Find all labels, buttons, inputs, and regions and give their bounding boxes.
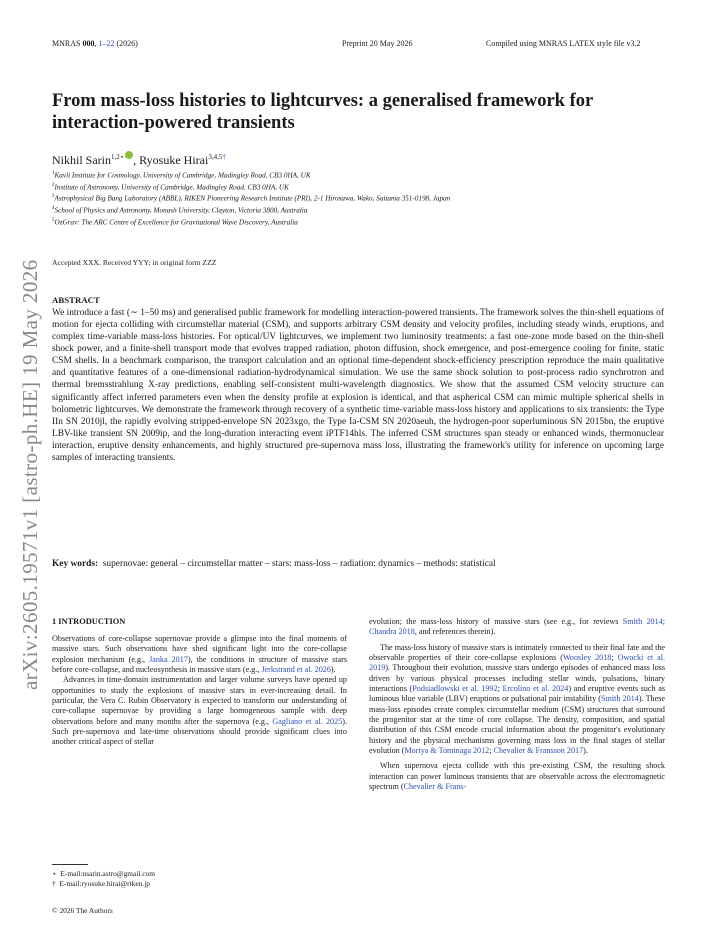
paragraph-text: ). Throughout their evolution, massive stars undergo episodes of enhanced mass loss driven by various physical processes including stellar winds, pulsations, binary interactions ( xyxy=(369,663,665,694)
affiliations xyxy=(52,169,450,227)
column-right xyxy=(369,617,665,793)
paragraph xyxy=(52,634,347,675)
footnote: ⋆ E-mail:nsarin.astro@gmail.com xyxy=(52,869,155,878)
paragraph xyxy=(52,675,347,747)
author-affil-marker: 3,4,5 xyxy=(208,153,223,161)
paragraph-text: evolution; the mass-loss history of massive stars (see e.g., for reviews xyxy=(369,617,623,626)
keywords xyxy=(52,559,496,569)
footnote-rule xyxy=(52,864,88,865)
paragraph-text: ; xyxy=(497,684,503,694)
paragraph-text: ; xyxy=(611,653,618,663)
orcid-icon[interactable] xyxy=(125,151,133,159)
paragraph-text: ). xyxy=(330,665,336,675)
citation-link[interactable]: Podsiadlowski et al. 1992 xyxy=(412,684,498,694)
citation-link[interactable]: Jerkstrand et al. 2026 xyxy=(261,665,331,675)
paragraph xyxy=(369,761,665,792)
column-left xyxy=(52,634,347,748)
footnote: † E-mail:ryosuke.hirai@riken.jp xyxy=(52,879,150,889)
affiliation: $^2$Institute of Astronomy, University of Cambridge, Madingley Road, CB3 0HA, UK xyxy=(52,182,289,192)
paragraph-text: ) and eruptive events such as luminous blue variable (LBV) eruptions or pulsational pair instability ( xyxy=(369,684,665,704)
author-list: Nikhil Sarin$^{1,2⋆}$ , Ryosuke Hirai$^{3,4,5\dagger}$ xyxy=(52,153,226,167)
citation-link[interactable]: Owocki et al. 2019 xyxy=(369,653,666,673)
paragraph-text: ; xyxy=(489,746,494,756)
paragraph-text: ). xyxy=(583,746,588,756)
paragraph xyxy=(369,643,665,757)
paragraph-text: ), the conditions in structure of massive stars before core-collapse, and nucleosynthesis in massive stars (e.g., xyxy=(52,654,347,675)
abstract-text: We introduce a fast (∼ 1–50 ms) and generalised public framework for modelling interaction-powered transients. The framework solves the thin-shell equations of motion for ejecta colliding with circumstellar material (CSM), and supports arbitrary CSM density and velocity profiles, including steady winds, eruptions, and complex time-variable mass-loss histories. For optical/UV lightcurves, we implement two luminosity treatments: a fast one-zone mode based on the thin-shell shock power, and a finite-shell transport mode that evolves trapped radiation, photon diffusion, shock emergence, and post-emergence cooling for finite, static CSM shells. In a benchmark comparison, the transport calculation and an optional time-dependent shock-efficiency prescription reproduce the main qualitative and quantitative features of a one-dimensional radiation-hydrodynamical simulation. We use the same shock solution to post-process radio synchrotron and thermal bremsstrahlung X-ray predictions, enabling self-consistent multi-wavelength diagnostics. We show that the assumed CSM velocity structure can significantly affect inferred parameters even when the density profile at explosion is identical, and that aspherical CSM can mimic multiple spherical shells in bolometric lightcurves. We demonstrate the framework through recovery of a synthetic time-variable mass-loss history and applications to six transients: the Type IIn SN 2010jl, the rapidly evolving stripped-envelope SN 2023xgo, the Type Ia-CSM SN 2020aeuh, the hydrogen-poor superluminous SN 2015bn, the eruptive LBV-like transient SN 2009ip, and the long-duration interacting event iPTF14hls. The inferred CSM structures span steady or enhanced winds, thermonuclear interaction, eruptive density enhancements, and highly structured pre-supernova mass loss, illustrating the framework's utility for inference on upcoming large samples of interacting transients. xyxy=(52,308,664,463)
paragraph-text: ; xyxy=(662,617,665,626)
paragraph-text: When supernova ejecta collide with this pre-existing CSM, the resulting shock interaction can power luminous transients that are observable across the electromagnetic spectrum ( xyxy=(369,761,665,792)
paragraph-text: , and references therein). xyxy=(414,627,496,637)
citation-link[interactable]: Chevalier & Fransson 2017 xyxy=(493,746,584,756)
email-link[interactable]: E-mail:ryosuke.hirai@riken.jp xyxy=(59,879,150,889)
keywords-text: supernovae: general – circumstellar matter – stars: mass-loss – radiation: dynamics – methods: statistical xyxy=(102,559,496,569)
footnote-link[interactable]: † xyxy=(222,153,226,161)
affiliation: $^1$Kavli Institute for Cosmology, University of Cambridge, Madingley Road, CB3 0HA, UK xyxy=(52,171,311,180)
citation-link[interactable]: Moriya & Tominaga 2012 xyxy=(404,746,490,756)
paragraph-text: ). These mass-loss episodes create complex circumstellar medium (CSM) structures that surround the progenitor star at the time of core collapse. The density, composition, and spatial distribution of this CSM encode crucial information about the progenitor's evolutionary history and the physical mechanisms governing mass loss in the final stages of stellar evolution ( xyxy=(369,694,665,756)
keywords-label: Key words: xyxy=(52,559,99,569)
accepted-line: Accepted XXX. Received YYY; in original form ZZZ xyxy=(52,258,217,267)
affiliation: $^5$OzGrav: The ARC Centre of Excellence for Gravitational Wave Discovery, Australia xyxy=(52,217,298,227)
citation-link[interactable]: Ercolino et al. 2024 xyxy=(502,684,569,694)
paper-title: From mass-loss histories to lightcurves: a generalised framework for interaction-powered transients xyxy=(52,91,593,133)
author-affil-marker: 1,2⋆ xyxy=(111,153,125,161)
paragraph-text: The mass-loss history of massive stars is intimately connected to their final fate and the observable properties of their core-collapse explosions ( xyxy=(369,642,665,663)
preprint-date: Preprint 20 May 2026 xyxy=(342,39,413,48)
compiled-note: Compiled using MNRAS LATEX style file v3.2 xyxy=(486,39,641,48)
paragraph xyxy=(369,617,665,638)
citation-link[interactable]: Smith 2014 xyxy=(622,617,663,626)
author-name: Nikhil Sarin xyxy=(52,153,111,167)
footnotes xyxy=(52,869,155,890)
author-name: Ryosuke Hirai xyxy=(139,153,209,167)
citation-link[interactable]: Chandra 2018 xyxy=(369,627,415,637)
affiliation: $^3$Astrophysical Big Bang Laboratory (ABBL), RIKEN Pioneering Research Institute (PRI), 2-1 Hirosawa, Wako, Saitama 351-0198, Japan xyxy=(52,194,451,203)
citation-link[interactable]: Smith 2014 xyxy=(601,694,639,704)
section-heading: 1 INTRODUCTION xyxy=(52,617,126,626)
affiliation: $^4$School of Physics and Astronomy, Monash University, Clayton, Victoria 3800, Australia xyxy=(52,206,308,215)
arxiv-stamp[interactable]: arXiv:2605.19571v1 [astro-ph.HE] 19 May 2026 xyxy=(18,259,42,690)
paragraph-text: ). Such pre-supernova and late-time observations should provide significant clues into another critical aspect of stellar xyxy=(52,716,347,747)
paragraph-text: Advances in time-domain instrumentation and larger volume surveys have opened up opportunities to study the explosions of massive stars in ever-increasing detail. In particular, the Vera C. Rubin Observatory is expected to transform our understanding of core-collapse supernovae by providing a large homogeneous sample with deep observations before and many months after the supernova (e.g., xyxy=(52,675,347,726)
citation-link[interactable]: Chevalier & Frans- xyxy=(403,782,467,792)
citation-link[interactable]: Janka 2017 xyxy=(149,654,188,664)
pages-link[interactable]: 1–22 xyxy=(98,39,115,48)
abstract-heading: ABSTRACT xyxy=(52,295,100,305)
copyright: © 2026 The Authors xyxy=(52,906,113,915)
citation-link[interactable]: Gagliano et al. 2025 xyxy=(272,716,343,726)
citation-link[interactable]: Woosley 2018 xyxy=(562,653,612,663)
email-link[interactable]: E-mail:nsarin.astro@gmail.com xyxy=(60,869,155,878)
paragraph-text: Observations of core-collapse supernovae provide a glimpse into the final moments of massive stars. Such observations have shed significant light into the core-collapse explosion mechanism (e.g., xyxy=(52,634,347,664)
running-header-journal: MNRAS 000, 1–22 (2026) xyxy=(52,39,138,48)
